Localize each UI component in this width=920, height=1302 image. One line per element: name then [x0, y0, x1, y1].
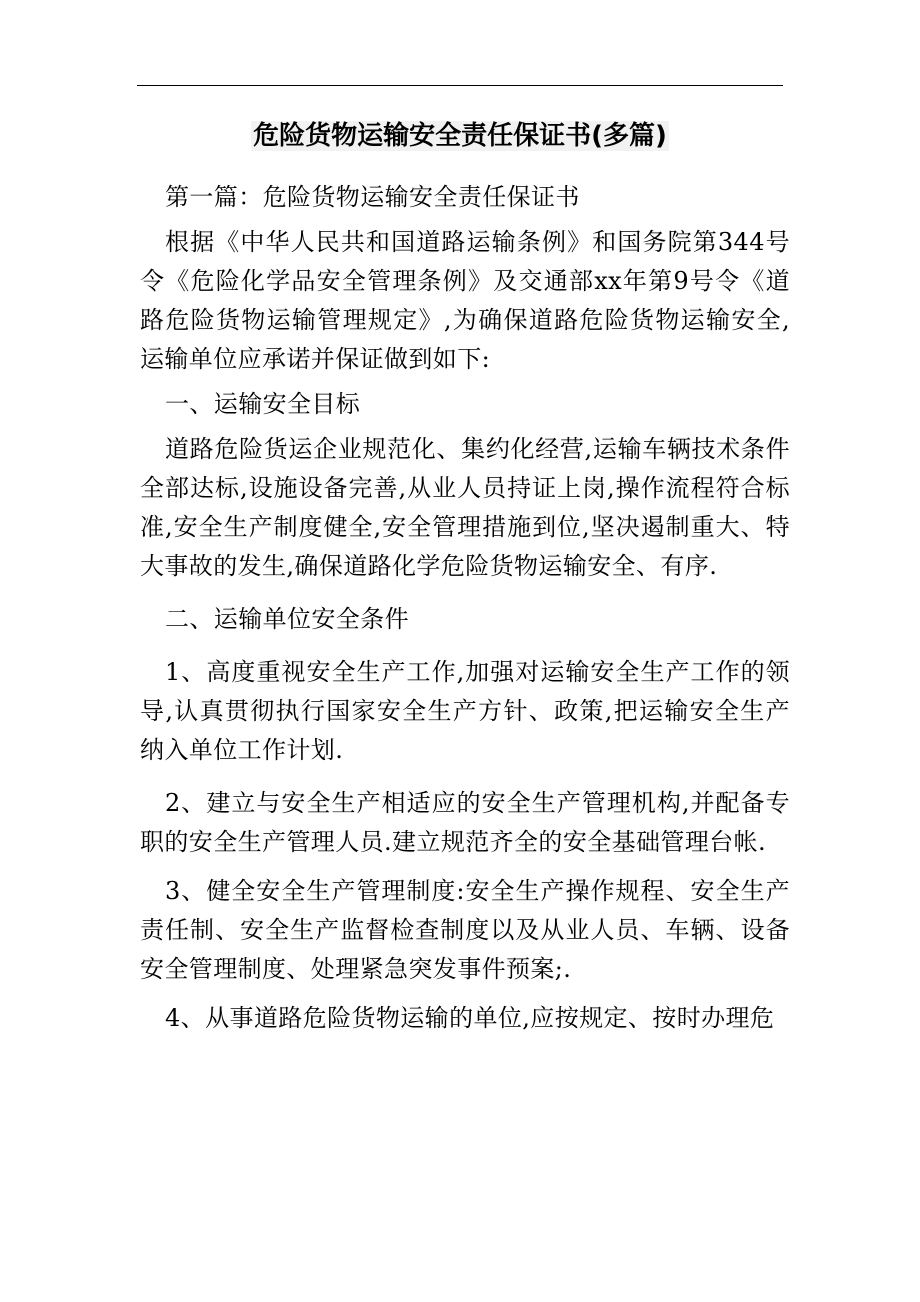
- document-title-text: 危险货物运输安全责任保证书(多篇): [253, 121, 667, 151]
- document-title: [0, 116, 920, 156]
- document-body: [140, 178, 790, 1038]
- list-item-1: 1、高度重视安全生产工作,加强对运输安全生产工作的领导,认真贯彻执行国家安全生产方针、政策,把运输安全生产纳入单位工作计划.: [140, 658, 790, 764]
- section-heading-safety-conditions: 二、运输单位安全条件: [165, 605, 409, 633]
- paragraph-article-heading: 第一篇：危险货物运输安全责任保证书: [165, 183, 580, 211]
- header-rule: [137, 85, 783, 86]
- paragraph-safety-goals: 道路危险货运企业规范化、集约化经营,运输车辆技术条件全部达标,设施设备完善,从业人员持证上岗,操作流程符合标准,安全生产制度健全,安全管理措施到位,坚决遏制重大、特大事故的发生,确保道路化学危险货物运输安全、有序.: [140, 435, 790, 580]
- section-heading-safety-goals: 一、运输安全目标: [165, 390, 361, 418]
- list-item-4: 4、从事道路危险货物运输的单位,应按规定、按时办理危: [165, 1004, 775, 1032]
- list-item-3: 3、健全安全生产管理制度:安全生产操作规程、安全生产责任制、安全生产监督检查制度以及从业人员、车辆、设备安全管理制度、处理紧急突发事件预案;.: [140, 877, 790, 983]
- paragraph-intro: 根据《中华人民共和国道路运输条例》和国务院第344号令《危险化学品安全管理条例》及交通部xx年第9号令《道路危险货物运输管理规定》,为确保道路危险货物运输安全,运输单位应承诺并保证做到如下:: [140, 228, 790, 373]
- list-item-2: 2、建立与安全生产相适应的安全生产管理机构,并配备专职的安全生产管理人员.建立规范齐全的安全基础管理台帐.: [140, 789, 790, 856]
